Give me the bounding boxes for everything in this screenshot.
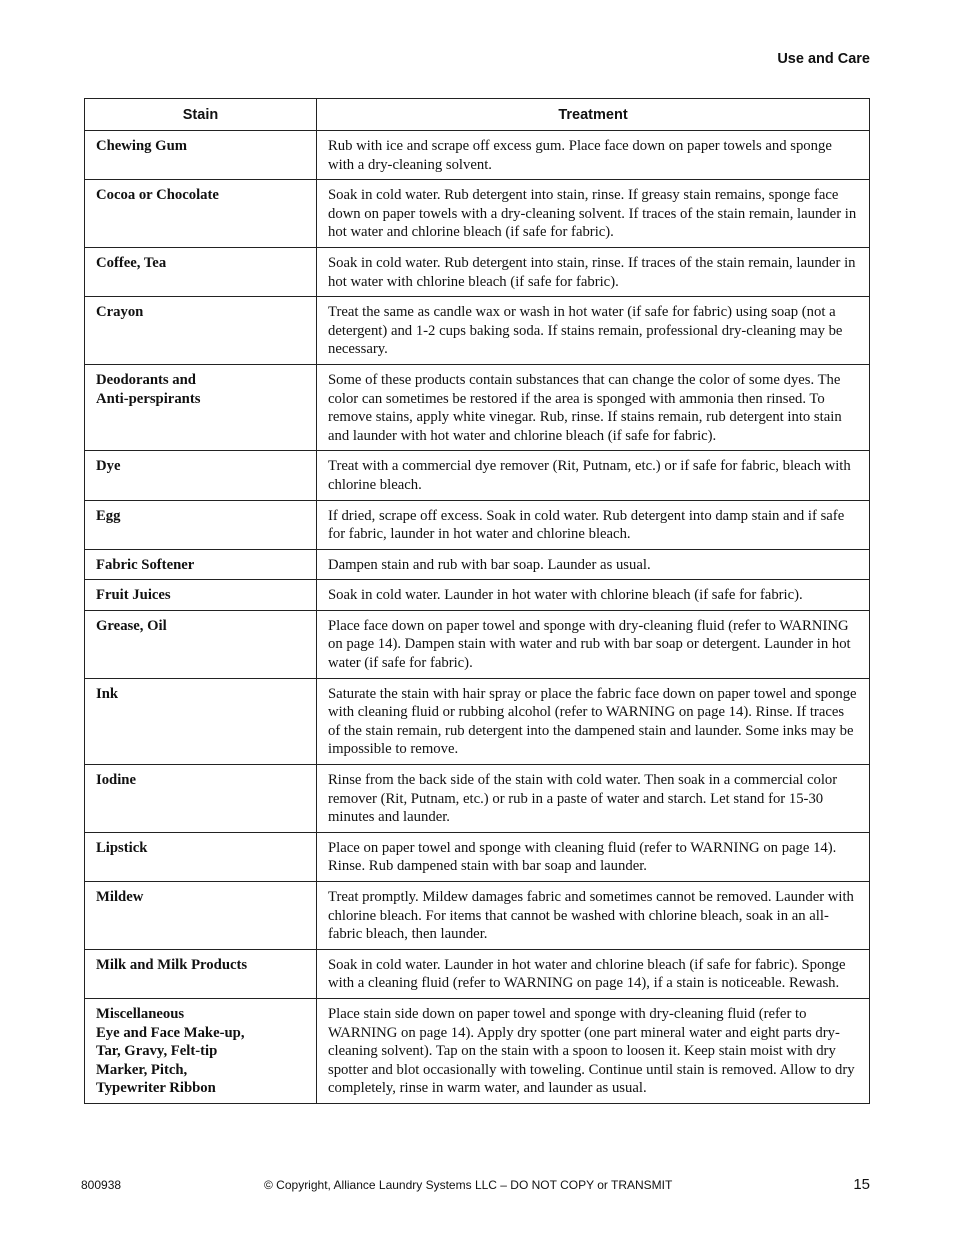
stain-name: Egg [85,500,317,549]
table-row [85,678,870,764]
treatment-text: Treat promptly. Mildew damages fabric and sometimes cannot be removed. Launder with chlorine bleach. For items that cannot be washed with chlorine bleach, soak in an all-fabric bleach, then launder. [317,882,870,950]
table-row [85,180,870,248]
table-row [85,247,870,296]
table-row [85,500,870,549]
table-row [85,610,870,678]
table-row [85,297,870,365]
table-header-row [85,99,870,131]
table-row [85,131,870,180]
treatment-text: Saturate the stain with hair spray or place the fabric face down on paper towel and sponge with cleaning fluid or rubbing alcohol (refer to WARNING on page 14). Rinse. If traces of the stain remain, rub detergent into the dampened stain and launder. Some inks may be impossible to remove. [317,678,870,764]
stain-name: Milk and Milk Products [85,949,317,998]
treatment-text: Soak in cold water. Launder in hot water and chlorine bleach (if safe for fabric). Sponge with a cleaning fluid (refer to WARNING on page 14), if a stain is noticeable. Rewash. [317,949,870,998]
treatment-text: Some of these products contain substances that can change the color of some dyes. The color can sometimes be restored if the area is sponged with ammonia then rinsed. To remove stains, apply white vinegar. Rub, rinse. If stains remain, rub detergent into stain and launder with hot water and chlorine bleach (if safe for fabric). [317,364,870,450]
treatment-text: Treat with a commercial dye remover (Rit, Putnam, etc.) or if safe for fabric, bleach with chlorine bleach. [317,451,870,500]
stain-name: Lipstick [85,832,317,881]
treatment-text: If dried, scrape off excess. Soak in cold water. Rub detergent into damp stain and if safe for fabric, launder in hot water and chlorine bleach. [317,500,870,549]
column-header-stain: Stain [85,99,317,131]
document-number: 800938 [81,1178,122,1192]
table-row [85,580,870,611]
stain-treatment-table [84,98,870,1104]
stain-name: Fabric Softener [85,549,317,580]
stain-name: Coffee, Tea [85,247,317,296]
stain-name: Grease, Oil [85,610,317,678]
table-row [85,765,870,833]
treatment-text: Place stain side down on paper towel and sponge with dry-cleaning fluid (refer to WARNING on page 14). Apply dry spotter (one part mineral water and eight parts dry-cleaning solvent). Tap on the stain with a spoon to loosen it. Keep stain moist with dry spotter and blot occasionally with toweling. Continue until stain is removed. Allow to dry completely, rinse in warm water, and launder as usual. [317,998,870,1103]
table-row [85,949,870,998]
treatment-text: Rub with ice and scrape off excess gum. Place face down on paper towels and sponge with a dry-cleaning solvent. [317,131,870,180]
table-row [85,364,870,450]
table-row [85,549,870,580]
stain-name: Cocoa or Chocolate [85,180,317,248]
stain-name: Dye [85,451,317,500]
stain-name: Mildew [85,882,317,950]
treatment-text: Place on paper towel and sponge with cleaning fluid (refer to WARNING on page 14). Rinse. Rub dampened stain with bar soap and launder. [317,832,870,881]
treatment-text: Dampen stain and rub with bar soap. Launder as usual. [317,549,870,580]
treatment-text: Rinse from the back side of the stain with cold water. Then soak in a commercial color remover (Rit, Putnam, etc.) or rub in a paste of water and starch. Let stand for 15-30 minutes and launder. [317,765,870,833]
treatment-text: Treat the same as candle wax or wash in hot water (if safe for fabric) using soap (not a detergent) and 1-2 cups baking soda. If stains remain, professional dry-cleaning may be necessary. [317,297,870,365]
table-row [85,998,870,1103]
table-row [85,451,870,500]
stain-name: Iodine [85,765,317,833]
copyright-notice: © Copyright, Alliance Laundry Systems LLC – DO NOT COPY or TRANSMIT [264,1178,673,1192]
stain-name: Ink [85,678,317,764]
treatment-text: Place face down on paper towel and sponge with dry-cleaning fluid (refer to WARNING on page 14). Dampen stain with water and rub with bar soap or detergent. Launder in hot water (if safe for fabric). [317,610,870,678]
section-title: Use and Care [777,51,870,67]
table-row [85,882,870,950]
stain-name: Crayon [85,297,317,365]
column-header-treatment: Treatment [317,99,870,131]
treatment-text: Soak in cold water. Rub detergent into stain, rinse. If greasy stain remains, sponge face down on paper towels with a dry-cleaning solvent. If traces of the stain remain, launder in hot water and chlorine bleach (if safe for fabric). [317,180,870,248]
stain-name: Chewing Gum [85,131,317,180]
stain-name: Miscellaneous Eye and Face Make-up, Tar, Gravy, Felt-tip Marker, Pitch, Typewriter Ribbon [85,998,317,1103]
treatment-text: Soak in cold water. Rub detergent into stain, rinse. If traces of the stain remain, launder in hot water with chlorine bleach (if safe for fabric). [317,247,870,296]
stain-name: Deodorants and Anti-perspirants [85,364,317,450]
table-row [85,832,870,881]
page-number: 15 [853,1176,870,1193]
stain-name: Fruit Juices [85,580,317,611]
treatment-text: Soak in cold water. Launder in hot water with chlorine bleach (if safe for fabric). [317,580,870,611]
